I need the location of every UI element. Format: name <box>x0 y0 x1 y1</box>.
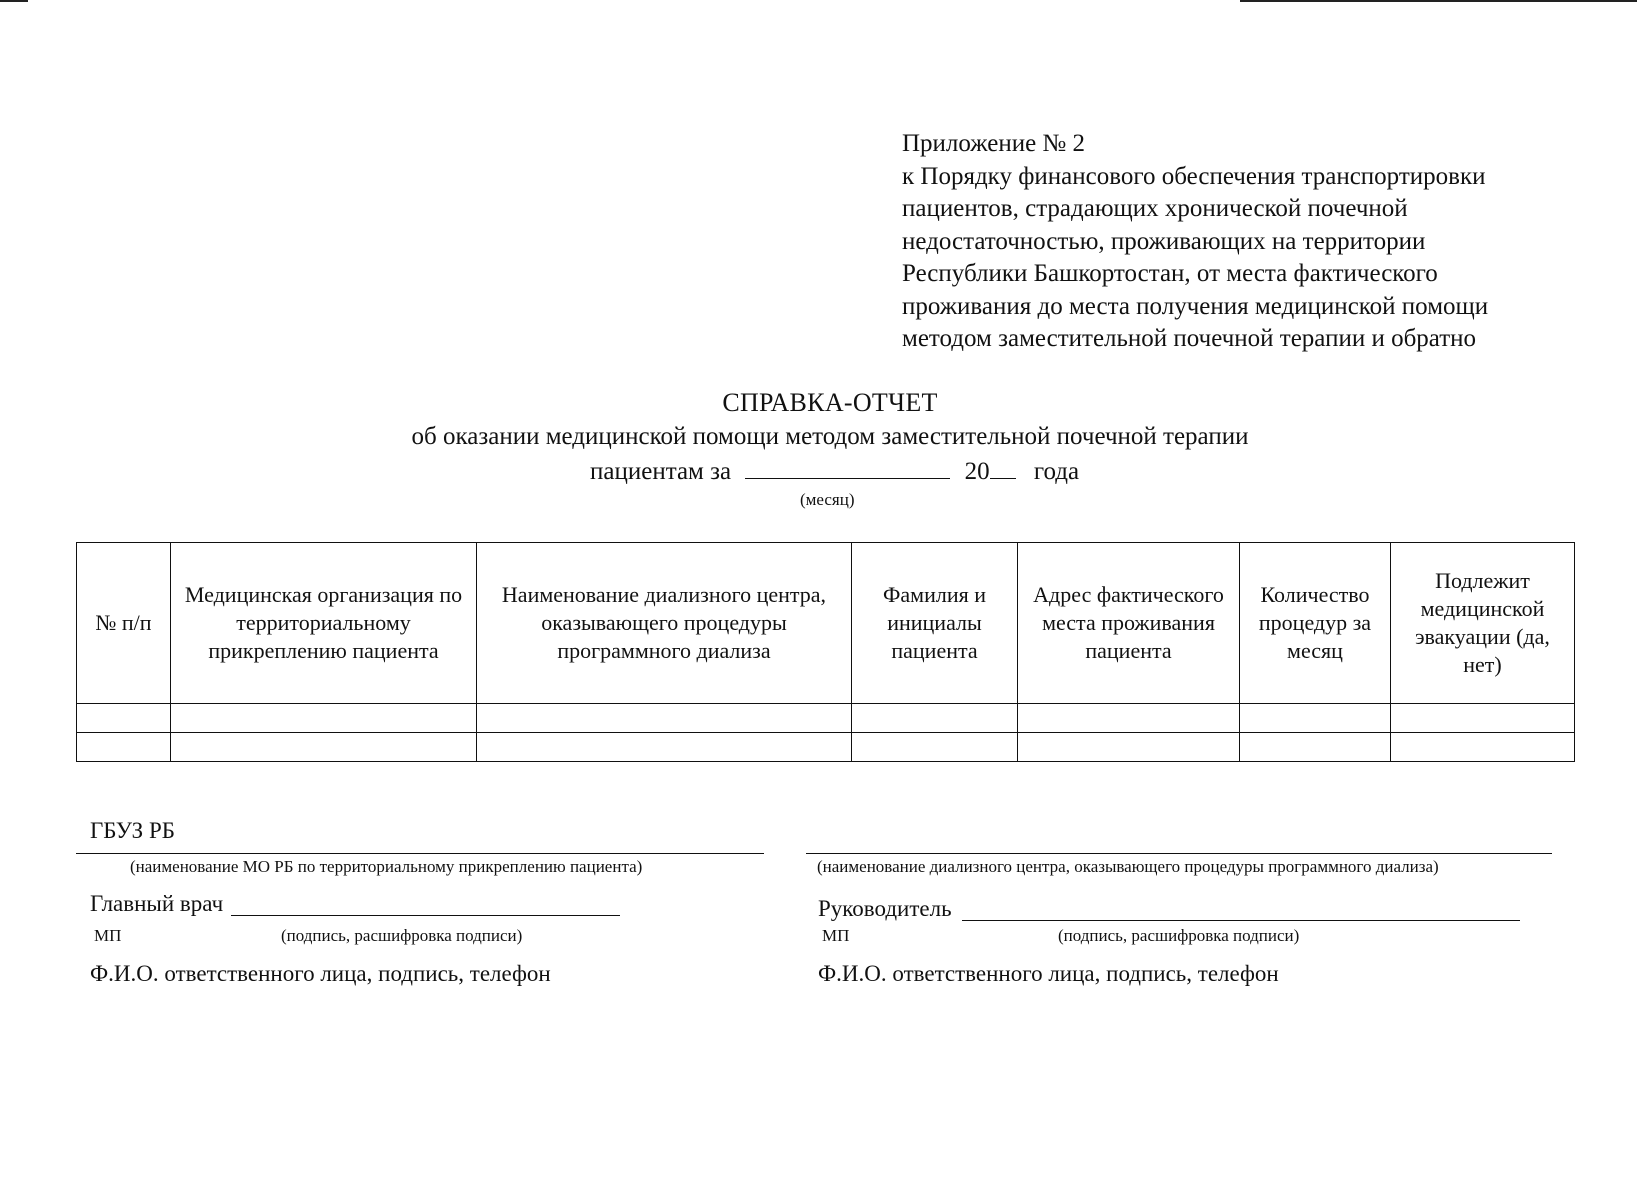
table-cell[interactable] <box>1391 704 1575 733</box>
right-org-underline[interactable] <box>806 853 1552 854</box>
table-cell[interactable] <box>477 704 852 733</box>
table-header-row <box>77 543 1575 704</box>
right-role-label: Руководитель <box>818 896 952 921</box>
header-number: № п/п <box>77 543 171 704</box>
right-org-caption: (наименование диализного центра, оказывающего процедуры программного диализа) <box>817 857 1439 876</box>
scan-edge-line-right <box>1240 0 1637 2</box>
document-subtitle: об оказании медицинской помощи методом заместительной почечной терапии <box>411 423 1249 450</box>
right-contact-label: Ф.И.О. ответственного лица, подпись, телефон <box>818 961 1279 986</box>
table-cell[interactable] <box>77 704 171 733</box>
table-cell[interactable] <box>1018 733 1240 762</box>
table-cell[interactable] <box>1240 733 1391 762</box>
year-prefix: 20 <box>964 458 990 485</box>
header-dialysis-center: Наименование диализного центра, оказывающего процедуры программного диализа <box>477 543 852 704</box>
appendix-line: Республики Башкортостан, от места фактического <box>902 260 1438 287</box>
appendix-line: проживания до места получения медицинской помощи <box>902 292 1489 320</box>
left-org-caption: (наименование МО РБ по территориальному прикреплению пациента) <box>130 857 643 876</box>
table-cell[interactable] <box>852 733 1018 762</box>
header-procedure-count: Количество процедур за месяц <box>1240 543 1391 704</box>
table-cell[interactable] <box>477 733 852 762</box>
header-patient-name: Фамилия и инициалы пациента <box>852 543 1018 704</box>
header-address: Адрес фактического места проживания пациента <box>1018 543 1240 704</box>
left-sign-caption: (подпись, расшифровка подписи) <box>281 926 523 945</box>
period-prefix: пациентам за <box>590 458 732 485</box>
table-cell[interactable] <box>1240 704 1391 733</box>
table-row <box>77 733 1575 762</box>
table-cell[interactable] <box>77 733 171 762</box>
period-suffix: года <box>1033 458 1080 485</box>
header-evacuation: Подлежит медицинской эвакуации (да, нет) <box>1391 543 1575 704</box>
appendix-header <box>902 128 1602 356</box>
year-field[interactable] <box>990 456 1016 479</box>
month-hint: (месяц) <box>800 490 855 509</box>
appendix-line: методом заместительной почечной терапии и обратно <box>902 325 1477 352</box>
table-cell[interactable] <box>852 704 1018 733</box>
table-cell[interactable] <box>1018 704 1240 733</box>
left-stamp-label: МП <box>94 926 122 945</box>
period-line <box>590 456 1079 486</box>
right-sign-caption: (подпись, расшифровка подписи) <box>1058 926 1300 945</box>
table-cell[interactable] <box>1391 733 1575 762</box>
table-cell[interactable] <box>171 733 477 762</box>
table-row <box>77 704 1575 733</box>
right-signature-line[interactable] <box>962 920 1520 921</box>
month-field[interactable] <box>745 456 950 479</box>
report-table <box>76 542 1575 762</box>
header-medical-organization: Медицинская организация по территориальному прикреплению пациента <box>171 543 477 704</box>
left-org-underline[interactable] <box>76 853 764 854</box>
left-role-label: Главный врач <box>90 891 224 916</box>
left-org-value: ГБУЗ РБ <box>90 818 175 843</box>
appendix-line: Приложение № 2 <box>902 130 1086 157</box>
table-cell[interactable] <box>171 704 477 733</box>
appendix-line: пациентов, страдающих хронической почечной <box>902 195 1408 222</box>
appendix-line: недостаточностью, проживающих на территории <box>902 227 1426 255</box>
appendix-line: к Порядку финансового обеспечения транспортировки <box>902 162 1486 190</box>
right-stamp-label: МП <box>822 926 850 945</box>
scan-edge-line-left <box>0 0 28 2</box>
left-signature-line[interactable] <box>231 915 620 916</box>
left-contact-label: Ф.И.О. ответственного лица, подпись, телефон <box>90 961 551 986</box>
document-title: СПРАВКА-ОТЧЕТ <box>722 388 938 417</box>
